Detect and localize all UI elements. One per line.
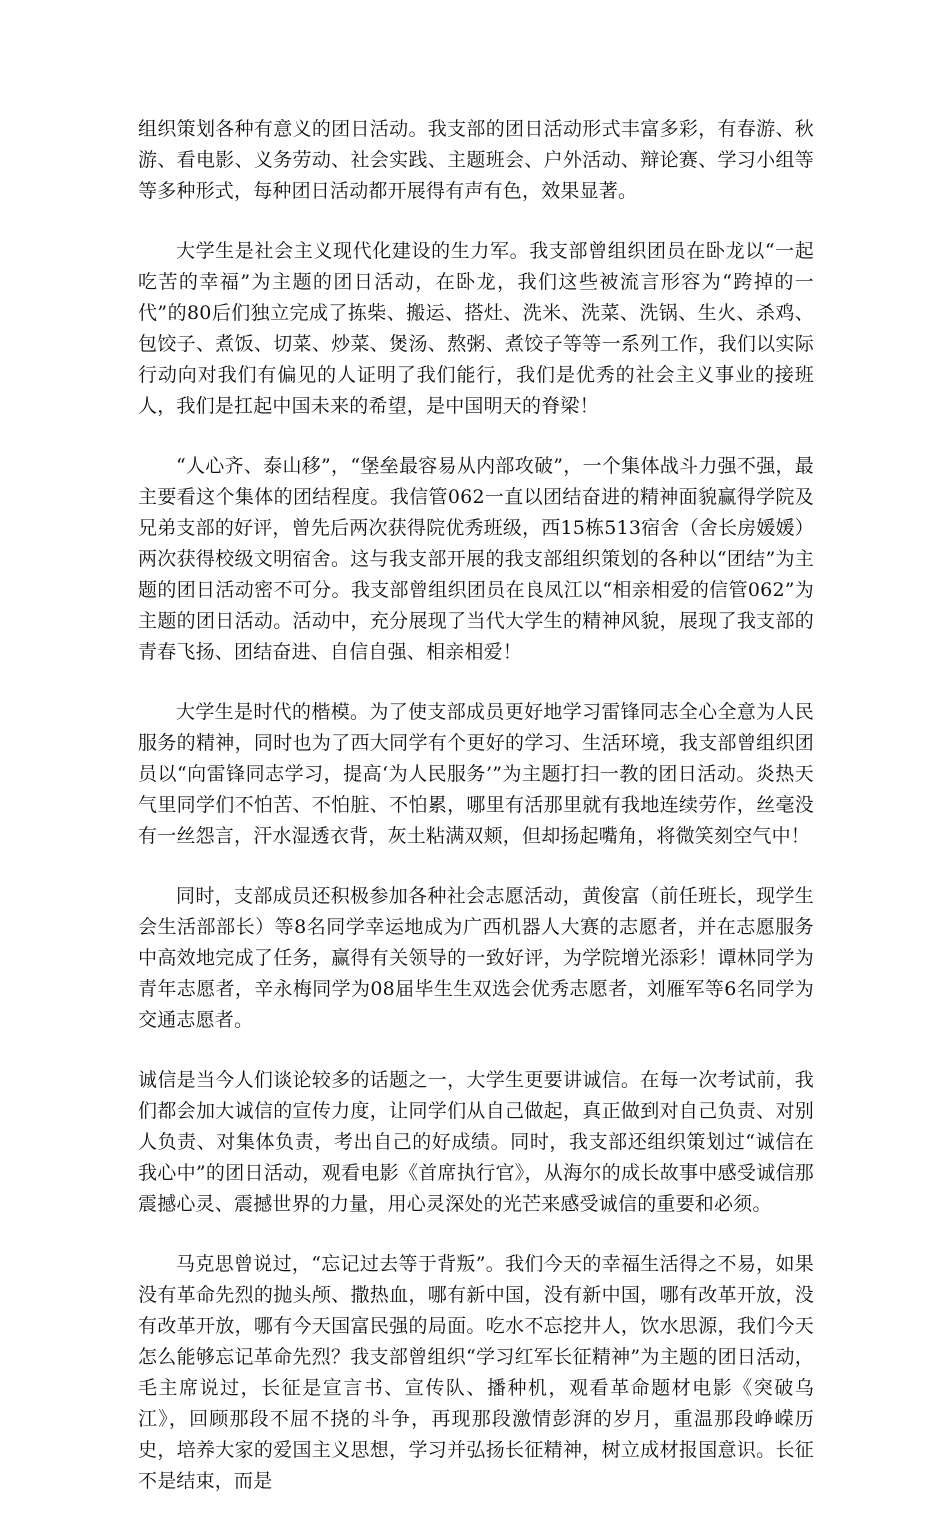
document-body xyxy=(138,114,814,1526)
paragraph-long-march: 马克思曾说过，“忘记过去等于背叛”。我们今天的幸福生活得之不易，如果没有革命先烈的抛头颅、撒热血，哪有新中国，没有新中国，哪有改革开放，没有改革开放，哪有今天国富民强的局面。吃水不忘挖井人，饮水思源，我们今天怎么能够忘记革命先烈？我支部曾组织“学习红军长征精神”为主题的团日活动，毛主席说过，长征是宣言书、宣传队、播种机，观看革命题材电影《突破乌江》，回顾那段不屈不挠的斗争，再现那段激情彭湃的岁月，重温那段峥嵘历史，培养大家的爱国主义思想，学习并弘扬长征精神，树立成材报国意识。长征不是结束，而是 xyxy=(138,1253,814,1492)
paragraph-volunteers: 同时，支部成员还积极参加各种社会志愿活动，黄俊富（前任班长，现学生会生活部部长）等8名同学幸运地成为广西机器人大赛的志愿者，并在志愿服务中高效地完成了任务，赢得有关领导的一致好评，为学院增光添彩！谭林同学为青年志愿者，辛永梅同学为08届毕生生双选会优秀志愿者，刘雁军等6名同学为交通志愿者。 xyxy=(138,885,814,1031)
paragraph-activities-intro: 组织策划各种有意义的团日活动。我支部的团日活动形式丰富多彩，有春游、秋游、看电影、义务劳动、社会实践、主题班会、户外活动、辩论赛、学习小组等等多种形式，每种团日活动都开展得有声有色，效果显著。 xyxy=(138,118,814,202)
paragraph-unity: “人心齐、泰山移”，“堡垒最容易从内部攻破”，一个集体战斗力强不强，最主要看这个集体的团结程度。我信管062一直以团结奋进的精神面貌赢得学院及兄弟支部的好评，曾先后两次获得院优秀班级，西15栋513宿舍（舍长房媛媛）两次获得校级文明宿舍。这与我支部开展的我支部组织策划的各种以“团结”为主题的团日活动密不可分。我支部曾组织团员在良凤江以“相亲相爱的信管062”为主题的团日活动。活动中，充分展现了当代大学生的精神风貌，展现了我支部的青春飞扬、团结奋进、自信自强、相亲相爱！ xyxy=(138,455,814,663)
paragraph-lei-feng: 大学生是时代的楷模。为了使支部成员更好地学习雷锋同志全心全意为人民服务的精神，同时也为了西大同学有个更好的学习、生活环境，我支部曾组织团员以“向雷锋同志学习，提高‘为人民服务’”为主题打扫一教的团日活动。炎热天气里同学们不怕苦、不怕脏、不怕累，哪里有活那里就有我地连续劳作，丝毫没有一丝怨言，汗水湿透衣背，灰土粘满双颊，但却扬起嘴角，将微笑刻空气中！ xyxy=(138,701,814,847)
paragraph-integrity: 诚信是当今人们谈论较多的话题之一，大学生更要讲诚信。在每一次考试前，我们都会加大诚信的宣传力度，让同学们从自己做起，真正做到对自己负责、对别人负责、对集体负责，考出自己的好成绩。同时，我支部还组织策划过“诚信在我心中”的团日活动，观看电影《首席执行官》，从海尔的成长故事中感受诚信那震撼心灵、震撼世界的力量，用心灵深处的光芒来感受诚信的重要和必须。 xyxy=(138,1069,814,1215)
paragraph-wolong-activity: 大学生是社会主义现代化建设的生力军。我支部曾组织团员在卧龙以“一起吃苦的幸福”为主题的团日活动，在卧龙，我们这些被流言形容为“跨掉的一代”的80后们独立完成了拣柴、搬运、搭灶、洗米、洗菜、洗锅、生火、杀鸡、包饺子、煮饭、切菜、炒菜、煲汤、熬粥、煮饺子等等一系列工作，我们以实际行动向对我们有偏见的人证明了我们能行，我们是优秀的社会主义事业的接班人，我们是扛起中国未来的希望，是中国明天的脊梁！ xyxy=(138,240,814,417)
